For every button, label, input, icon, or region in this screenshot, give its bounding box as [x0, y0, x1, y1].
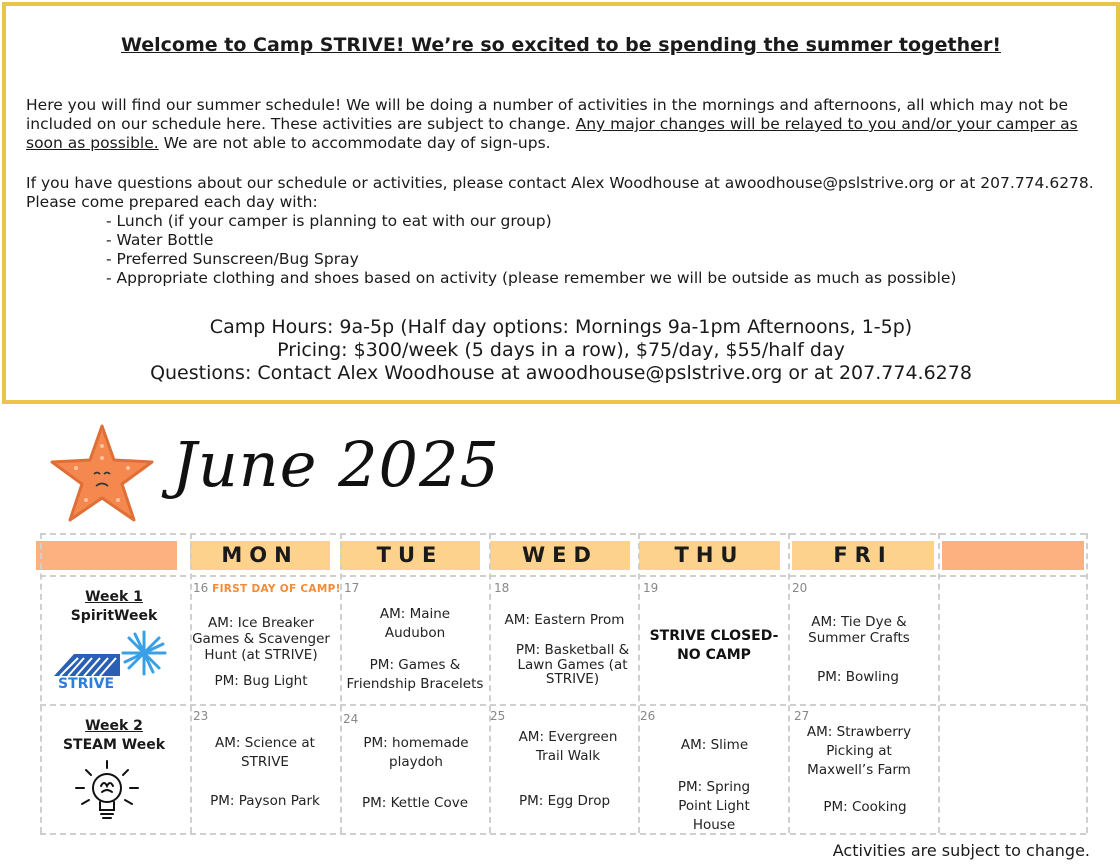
fri-w1-pm: PM: Bowling: [817, 669, 899, 685]
strive-logo-text: STRIVE: [57, 676, 115, 690]
day-header-mon: MON: [190, 541, 330, 570]
header-spacer-right: [942, 541, 1084, 570]
tue-w2-pm: PM: Kettle Cove: [361, 795, 469, 811]
pricing: Pricing: $300/week (5 days in a row), $75/day, $55/half day: [277, 339, 845, 361]
first-day-banner: FIRST DAY OF CAMP!: [212, 583, 341, 595]
strive-logo: [52, 650, 122, 690]
fri-w1-am: AM: Tie Dye & Summer Crafts: [808, 614, 910, 646]
fri-w2-am: AM: Strawberry Picking at Maxwell’s Farm: [806, 724, 912, 778]
grid-line: [40, 533, 42, 833]
pompom-icon: [120, 630, 168, 676]
day-number: 25: [490, 709, 506, 723]
grid-line: [40, 533, 1086, 535]
day-number: 20: [792, 581, 808, 595]
grid-line: [489, 533, 491, 833]
tue-w2-am: PM: homemade playdoh: [363, 735, 469, 770]
day-number: 24: [343, 712, 359, 726]
thu-w1-closed: STRIVE CLOSED- NO CAMP: [649, 628, 779, 663]
lightbulb-icon: [72, 758, 142, 828]
list-item: - Water Bottle: [106, 231, 214, 249]
wed-w2-pm: PM: Egg Drop: [518, 793, 611, 809]
grid-line: [40, 575, 1086, 577]
intro-paragraph-1: Here you will find our summer schedule! We will be doing a number of activities in the mornings and afternoons, all which may not be included on our schedule here. These activities are subject to change. Any major changes will be relayed to you and/or your camper as soon as possible. We are not able to accommodate day of sign-ups.: [26, 96, 1078, 152]
day-header-tue: TUE: [340, 541, 480, 570]
thu-w2-pm: PM: Spring Point Light House: [677, 779, 751, 833]
welcome-title: Welcome to Camp STRIVE! We’re so excited to be spending the summer together!: [120, 34, 1002, 56]
grid-line: [40, 704, 1086, 706]
thu-w2-am: AM: Slime: [680, 737, 749, 753]
day-header-wed: WED: [490, 541, 630, 570]
grid-line: [938, 533, 940, 833]
day-header-thu: THU: [639, 541, 780, 570]
tue-w1-am: AM: Maine Audubon: [379, 606, 451, 641]
camp-info: [6, 316, 1116, 385]
list-item: - Lunch (if your camper is planning to eat with our group): [106, 212, 552, 230]
grid-line: [1086, 533, 1088, 833]
mon-w1-pm: PM: Bug Light: [214, 673, 308, 689]
grid-line: [340, 533, 342, 833]
day-number: 26: [640, 709, 656, 723]
week-2-label: Week 2 STEAM Week: [62, 718, 166, 753]
intro-box: [2, 2, 1120, 404]
day-number: 16 FIRST DAY OF CAMP!: [193, 581, 341, 595]
wed-w2-am: AM: Evergreen Trail Walk: [518, 729, 618, 764]
week-1-label: Week 1 SpiritWeek: [70, 589, 158, 624]
mon-w1-am: AM: Ice Breaker Games & Scavenger Hunt (at STRIVE): [192, 615, 330, 663]
mon-w2-am: AM: Science at STRIVE: [215, 735, 315, 770]
grid-line: [40, 833, 1086, 835]
header-spacer-left: [36, 541, 177, 570]
day-number: 17: [344, 581, 360, 595]
grid-line: [638, 533, 640, 833]
grid-line: [788, 533, 790, 833]
mon-w2-pm: PM: Payson Park: [210, 793, 320, 809]
intro-paragraph-2: If you have questions about our schedule or activities, please contact Alex Woodhouse at awoodhouse@pslstrive.org or at 207.774.6278. Please come prepared each day with:: [26, 174, 1094, 211]
calendar-title: June 2025: [172, 428, 500, 501]
footer-note: Activities are subject to change.: [832, 841, 1090, 860]
fri-w2-pm: PM: Cooking: [823, 799, 907, 815]
camp-hours: Camp Hours: 9a-5p (Half day options: Mornings 9a-1pm Afternoons, 1-5p): [209, 316, 913, 338]
day-number: 19: [643, 581, 659, 595]
day-header-fri: FRI: [792, 541, 934, 570]
day-number: 18: [494, 581, 510, 595]
questions-contact: Questions: Contact Alex Woodhouse at awoodhouse@pslstrive.org or at 207.774.6278: [150, 362, 972, 384]
list-item: - Preferred Sunscreen/Bug Spray: [106, 250, 359, 268]
starfish-icon: [48, 422, 156, 522]
wed-w1-pm: PM: Basketball & Lawn Games (at STRIVE): [515, 642, 630, 687]
tue-w1-pm: PM: Games & Friendship Bracelets: [346, 657, 484, 692]
day-number: 27: [794, 709, 810, 723]
list-item: - Appropriate clothing and shoes based on activity (please remember we will be outside as much as possible): [106, 269, 957, 287]
wed-w1-am: AM: Eastern Prom: [504, 612, 625, 628]
bring-list: [106, 212, 956, 288]
day-number: 23: [193, 709, 209, 723]
